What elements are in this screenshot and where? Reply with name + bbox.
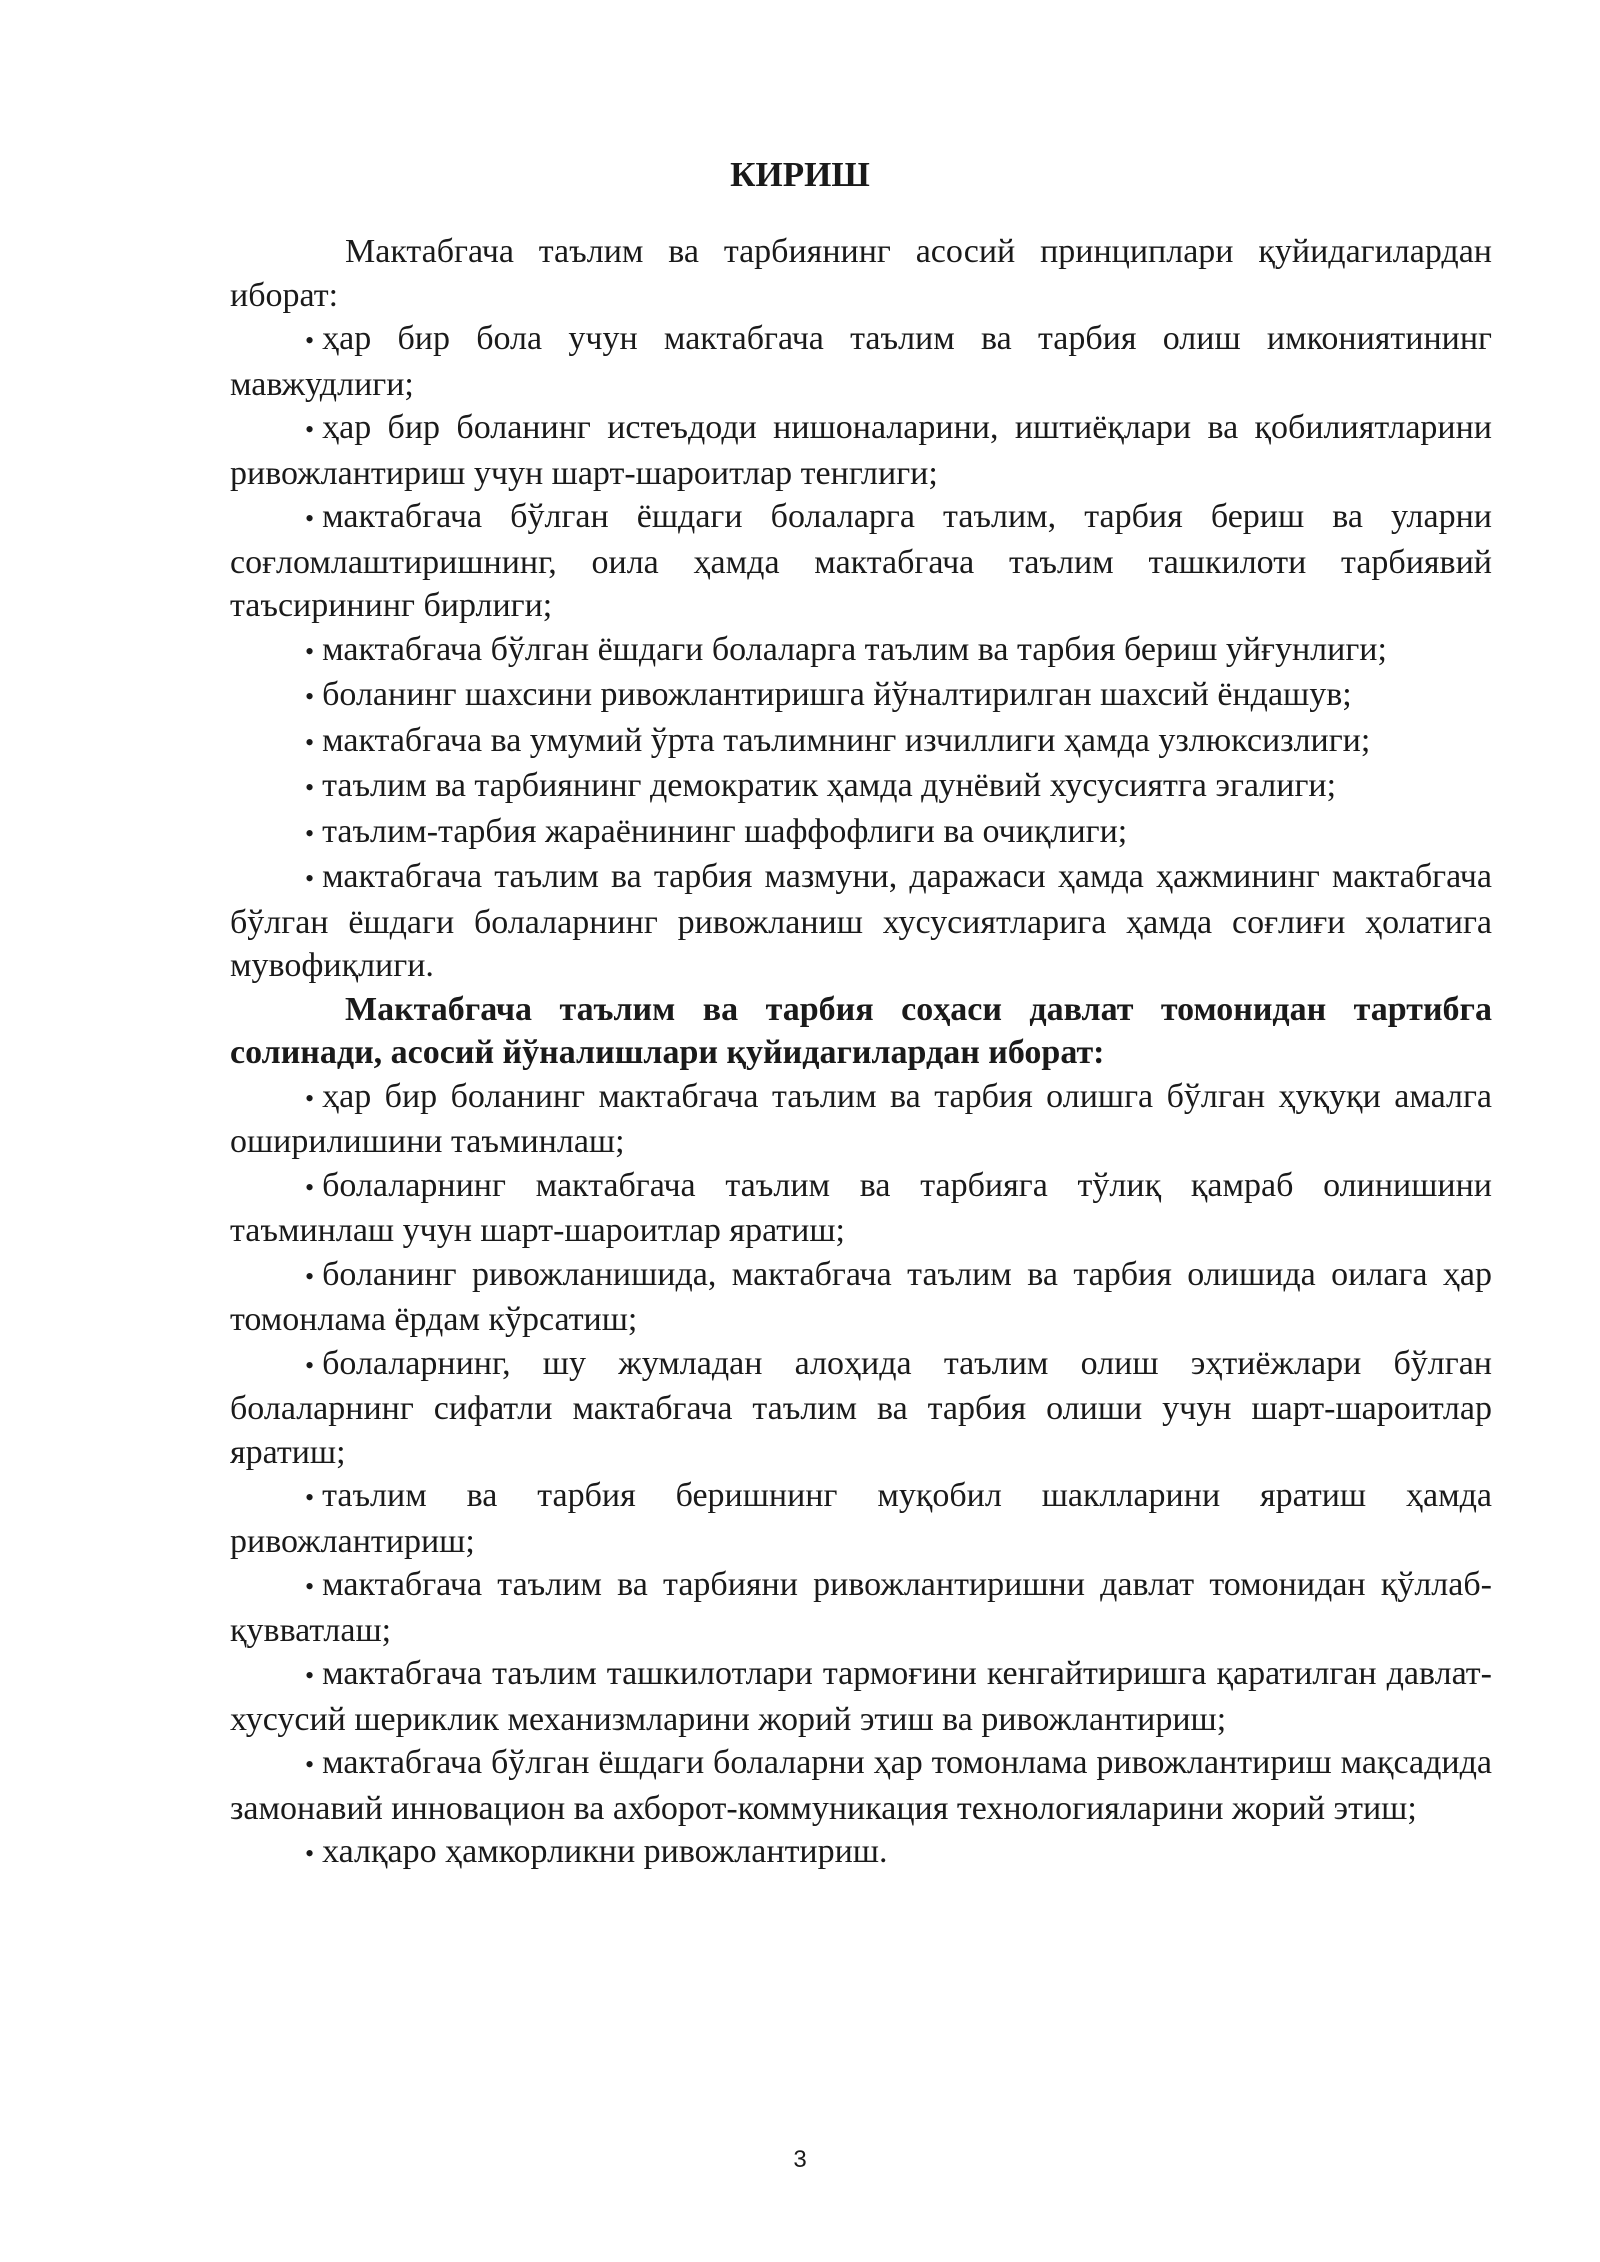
list-item [230, 719, 1492, 765]
list-item-text: ҳар бир боланинг истеъдоди нишоналарини, иштиёқлари ва қобилиятларини ривожлантириш учун шарт-шароитлар тенглиги; [230, 409, 1492, 492]
list-item [230, 1342, 1492, 1475]
bullet-icon: • [305, 415, 315, 444]
bullet-icon: • [305, 636, 315, 666]
section-heading: Мактабгача таълим ва тарбия соҳаси давлат томонидан тартибга солинади, асосий йўналишлари қуйидагилардан иборат: [230, 990, 1492, 1071]
list-item-text: мактабгача таълим ташкилотлари тармоғини кенгайтиришга қаратилган давлат-хусусий шериклик механизмларини жорий этиш ва ривожлантириш; [230, 1655, 1492, 1738]
list-item-text: мактабгача бўлган ёшдаги болаларни ҳар томонлама ривожлантириш мақсадида замонавий инновацион ва ахборот-коммуникация технологияларини жорий этиш; [230, 1744, 1492, 1827]
list-item [230, 495, 1492, 628]
bullet-icon: • [305, 1750, 315, 1779]
bullet-icon: • [305, 818, 315, 848]
bullet-icon: • [305, 864, 315, 893]
list-item-text: мактабгача бўлган ёшдаги болаларга таълим ва тарбия бериш уйғунлиги; [322, 630, 1387, 668]
list-item-text: халқаро ҳамкорликни ривожлантириш. [322, 1833, 888, 1870]
bullet-icon: • [305, 504, 315, 533]
list-item-text: таълим-тарбия жараёнининг шаффофлиги ва очиқлиги; [322, 812, 1128, 850]
list-item-text: мактабгача бўлган ёшдаги болаларга таълим, тарбия бериш ва уларни соғломлаштиришнинг, оила ҳамда мактабгача таълим ташкилоти тарбиявий таъсирининг бирлиги; [230, 498, 1492, 624]
list-item [230, 855, 1492, 988]
list-item [230, 1652, 1492, 1741]
bullet-icon: • [305, 1350, 315, 1380]
list-item [230, 1474, 1492, 1563]
bullet-icon: • [305, 326, 315, 355]
list-item [230, 1253, 1492, 1342]
list-item [230, 1563, 1492, 1652]
principles-list [230, 317, 1492, 988]
bullet-icon: • [305, 1483, 315, 1512]
bullet-icon: • [305, 1261, 315, 1291]
list-item-text: мактабгача ва умумий ўрта таълимнинг изчиллиги ҳамда узлюксизлиги; [322, 721, 1371, 759]
list-item [230, 406, 1492, 495]
list-item-text: ҳар бир бола учун мактабгача таълим ва тарбия олиш имкониятининг мавжудлиги; [230, 320, 1492, 403]
list-item-text: таълим ва тарбия беришнинг муқобил шаклларини яратиш ҳамда ривожлантириш; [230, 1477, 1492, 1560]
bullet-icon: • [305, 1572, 315, 1601]
document-body [230, 230, 1492, 1876]
list-item-text: боланинг ривожланишида, мактабгача таълим ва тарбия олишида оилага ҳар томонлама ёрдам кўрсатиш; [230, 1255, 1492, 1338]
list-item [230, 810, 1492, 856]
bullet-icon: • [305, 1839, 315, 1868]
list-item [230, 1075, 1492, 1164]
list-item-text: боланинг шахсини ривожлантиришга йўналтирилган шахсий ёндашув; [322, 676, 1352, 713]
list-item-text: ҳар бир боланинг мактабгача таълим ва тарбия олишга бўлган ҳуқуқи амалга оширилишини таъминлаш; [230, 1077, 1492, 1160]
bullet-icon: • [305, 727, 315, 757]
bullet-icon: • [305, 1083, 315, 1113]
list-item-text: мактабгача таълим ва тарбияни ривожлантиришни давлат томонидан қўллаб-қувватлаш; [230, 1566, 1492, 1649]
list-item-text: болаларнинг мактабгача таълим ва тарбияга тўлиқ қамраб олинишини таъминлаш учун шарт-шароитлар яратиш; [230, 1166, 1492, 1249]
directions-list [230, 1075, 1492, 1876]
list-item [230, 628, 1492, 674]
bullet-icon: • [305, 1172, 315, 1202]
list-item [230, 317, 1492, 406]
list-item-text: таълим ва тарбиянинг демократик ҳамда дунёвий хусусиятга эгалиги; [322, 767, 1337, 804]
list-item [230, 1741, 1492, 1830]
list-item [230, 673, 1492, 719]
page-title: КИРИШ [730, 155, 870, 194]
list-item [230, 764, 1492, 810]
bullet-icon: • [305, 682, 315, 711]
list-item-text: мактабгача таълим ва тарбия мазмуни, даражаси ҳамда ҳажмининг мактабгача бўлган ёшдаги болаларнинг ривожланиш хусусиятларига ҳамда соғлиғи ҳолатига мувофиқлиги. [230, 858, 1492, 984]
bullet-icon: • [305, 1661, 315, 1690]
list-item [230, 1164, 1492, 1253]
intro-paragraph: Мактабгача таълим ва тарбиянинг асосий принциплари қуйидагилардан иборат: [230, 233, 1492, 314]
bullet-icon: • [305, 773, 315, 802]
page-number: 3 [793, 2146, 807, 2173]
list-item [230, 1830, 1492, 1876]
list-item-text: болаларнинг, шу жумладан алоҳида таълим олиш эҳтиёжлари бўлган болаларнинг сифатли мактабгача таълим ва тарбия олиши учун шарт-шароитлар яратиш; [230, 1344, 1492, 1471]
